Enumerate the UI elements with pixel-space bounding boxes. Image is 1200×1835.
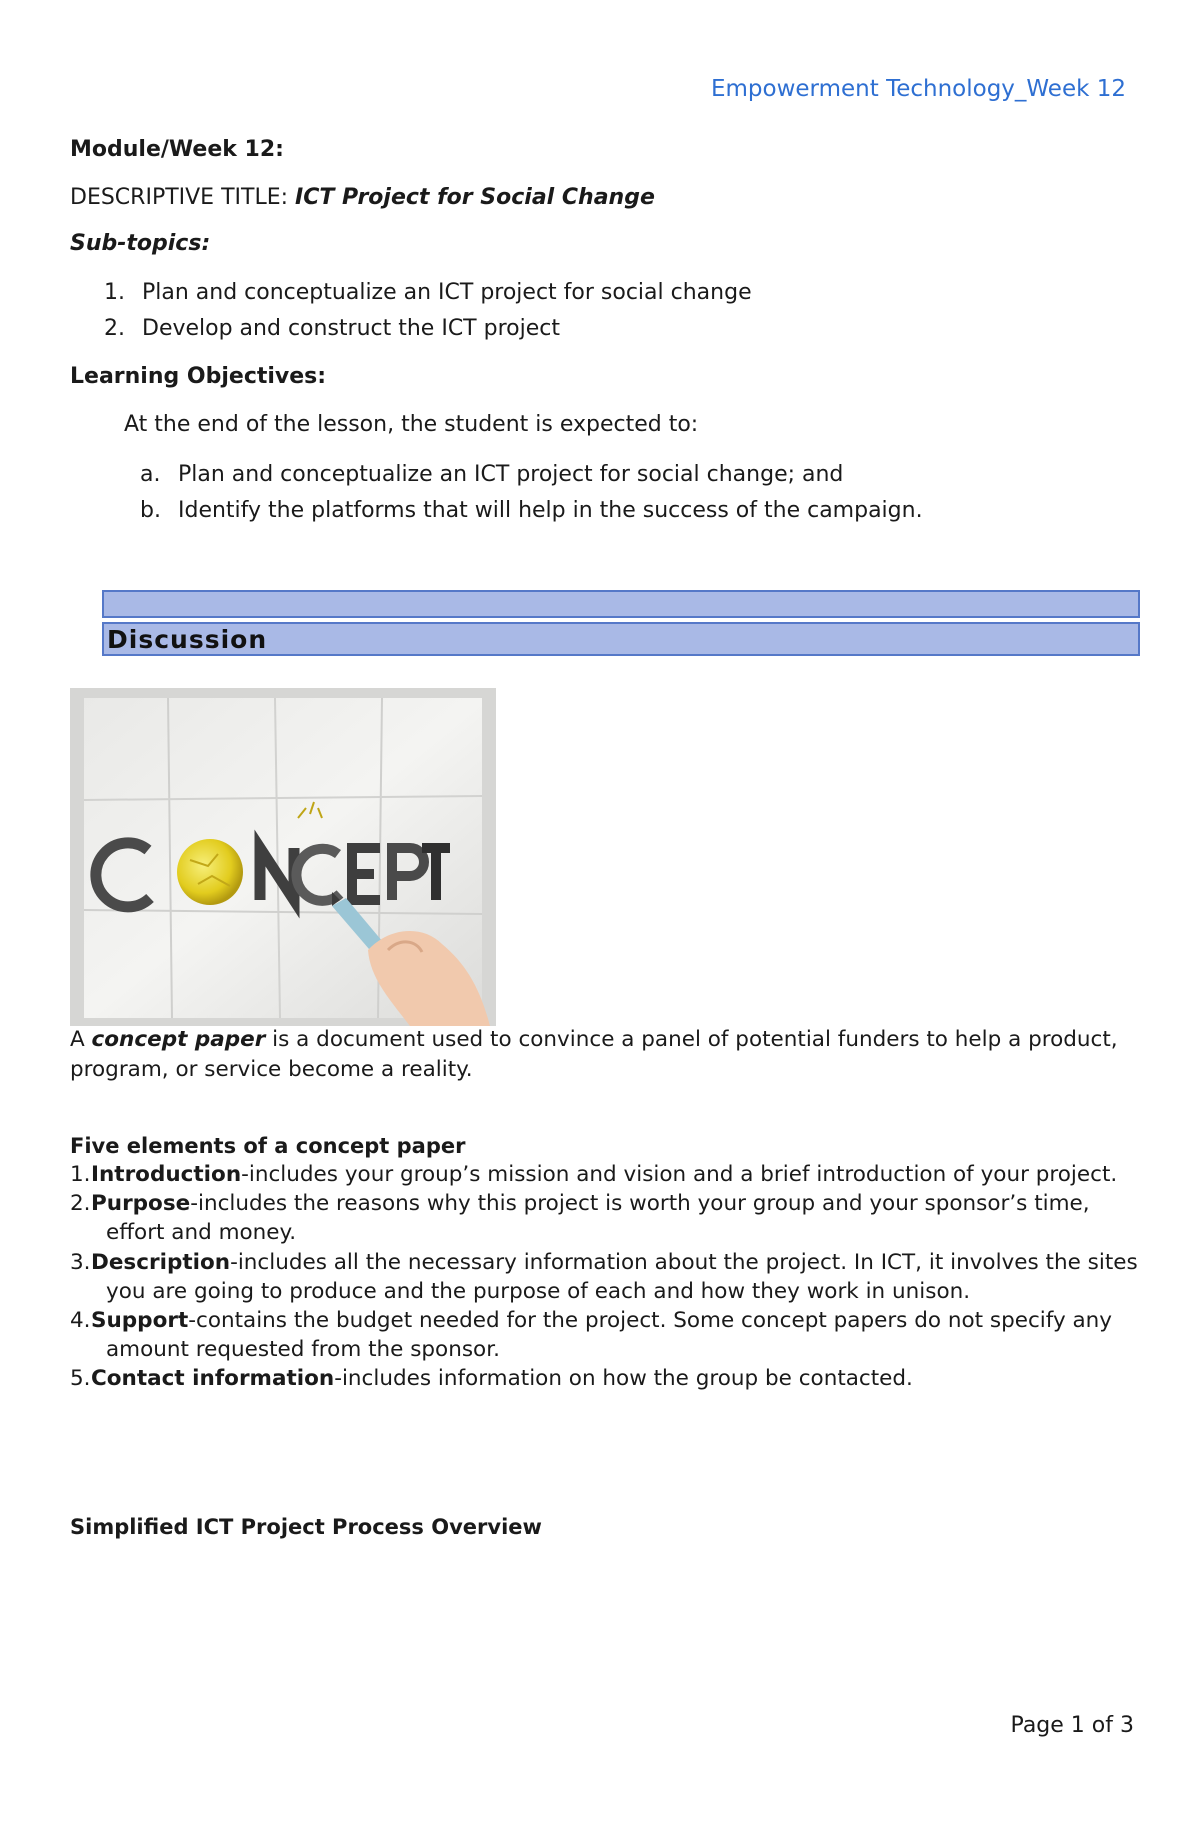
list-item-number: 1. bbox=[104, 280, 125, 305]
concept-illustration bbox=[70, 688, 496, 1026]
list-item-number: 1. bbox=[70, 1162, 91, 1187]
concept-paper-term: concept paper bbox=[91, 1027, 266, 1052]
list-item-number: 2. bbox=[70, 1191, 91, 1217]
descriptive-title-label: DESCRIPTIVE TITLE: bbox=[70, 185, 296, 210]
list-item bbox=[104, 314, 752, 350]
discussion-band bbox=[102, 622, 1140, 656]
discussion-heading: Discussion bbox=[107, 625, 268, 654]
list-item-number: 4. bbox=[70, 1308, 91, 1334]
list-item bbox=[140, 460, 923, 496]
element-text: -includes the reasons why this project is worth your group and your sponsor’s time, effort and money. bbox=[106, 1191, 1090, 1246]
subtopics-label: Sub-topics: bbox=[70, 231, 211, 256]
concept-image bbox=[70, 688, 496, 1026]
subtopics-list bbox=[104, 278, 752, 350]
list-item-number: 2. bbox=[104, 316, 125, 341]
descriptive-title bbox=[70, 183, 655, 213]
section-band bbox=[102, 590, 1140, 618]
list-item-text: Plan and conceptualize an ICT project for social change bbox=[142, 280, 752, 305]
descriptive-title-value: ICT Project for Social Change bbox=[295, 185, 655, 210]
list-item-letter: a. bbox=[140, 462, 161, 487]
learning-objectives-intro: At the end of the lesson, the student is expected to: bbox=[124, 412, 699, 437]
element-term: Contact information bbox=[91, 1366, 335, 1392]
list-item-text: Develop and construct the ICT project bbox=[142, 316, 560, 341]
element-text: -includes all the necessary information about the project. In ICT, it involves the sites you are going to produce and the purpose of each and how they work in unison. bbox=[106, 1249, 1138, 1304]
element-term: Description bbox=[91, 1249, 231, 1275]
list-item-number: 5. bbox=[70, 1366, 91, 1392]
element-text: -includes information on how the group be contacted. bbox=[334, 1366, 913, 1392]
list-item bbox=[104, 278, 752, 314]
list-item-letter: b. bbox=[140, 498, 161, 523]
list-item-text: Identify the platforms that will help in the success of the campaign. bbox=[178, 498, 923, 523]
list-item-text: Plan and conceptualize an ICT project for social change; and bbox=[178, 462, 844, 487]
module-heading: Module/Week 12: bbox=[70, 137, 284, 162]
list-item-number: 3. bbox=[70, 1249, 91, 1275]
header-title: Empowerment Technology_Week 12 bbox=[710, 76, 1126, 102]
list-item bbox=[70, 1189, 1140, 1247]
list-item bbox=[70, 1248, 1140, 1306]
concept-paragraph bbox=[70, 1025, 1130, 1085]
element-term: Introduction bbox=[91, 1162, 242, 1187]
list-item bbox=[70, 1306, 1140, 1364]
list-item bbox=[70, 1364, 1140, 1393]
learning-objectives-label: Learning Objectives: bbox=[70, 364, 327, 389]
concept-paragraph-post: is a document used to convince a panel of potential funders to help a product, program, or service become a reality. bbox=[70, 1027, 1118, 1082]
element-text: -contains the budget needed for the project. Some concept papers do not specify any amount requested from the sponsor. bbox=[106, 1308, 1113, 1363]
element-term: Support bbox=[91, 1308, 189, 1334]
list-item bbox=[70, 1160, 1140, 1189]
element-term: Purpose bbox=[91, 1191, 191, 1217]
five-elements-list bbox=[70, 1160, 1140, 1394]
element-text: -includes your group’s mission and vision and a brief introduction of your project. bbox=[241, 1162, 1118, 1187]
overview-heading: Simplified ICT Project Process Overview bbox=[70, 1515, 542, 1539]
list-item bbox=[140, 496, 923, 532]
learning-objectives-list bbox=[140, 460, 923, 532]
concept-paragraph-pre: A bbox=[70, 1027, 92, 1052]
page-number: Page 1 of 3 bbox=[1010, 1713, 1134, 1738]
five-elements-label: Five elements of a concept paper bbox=[70, 1134, 466, 1158]
